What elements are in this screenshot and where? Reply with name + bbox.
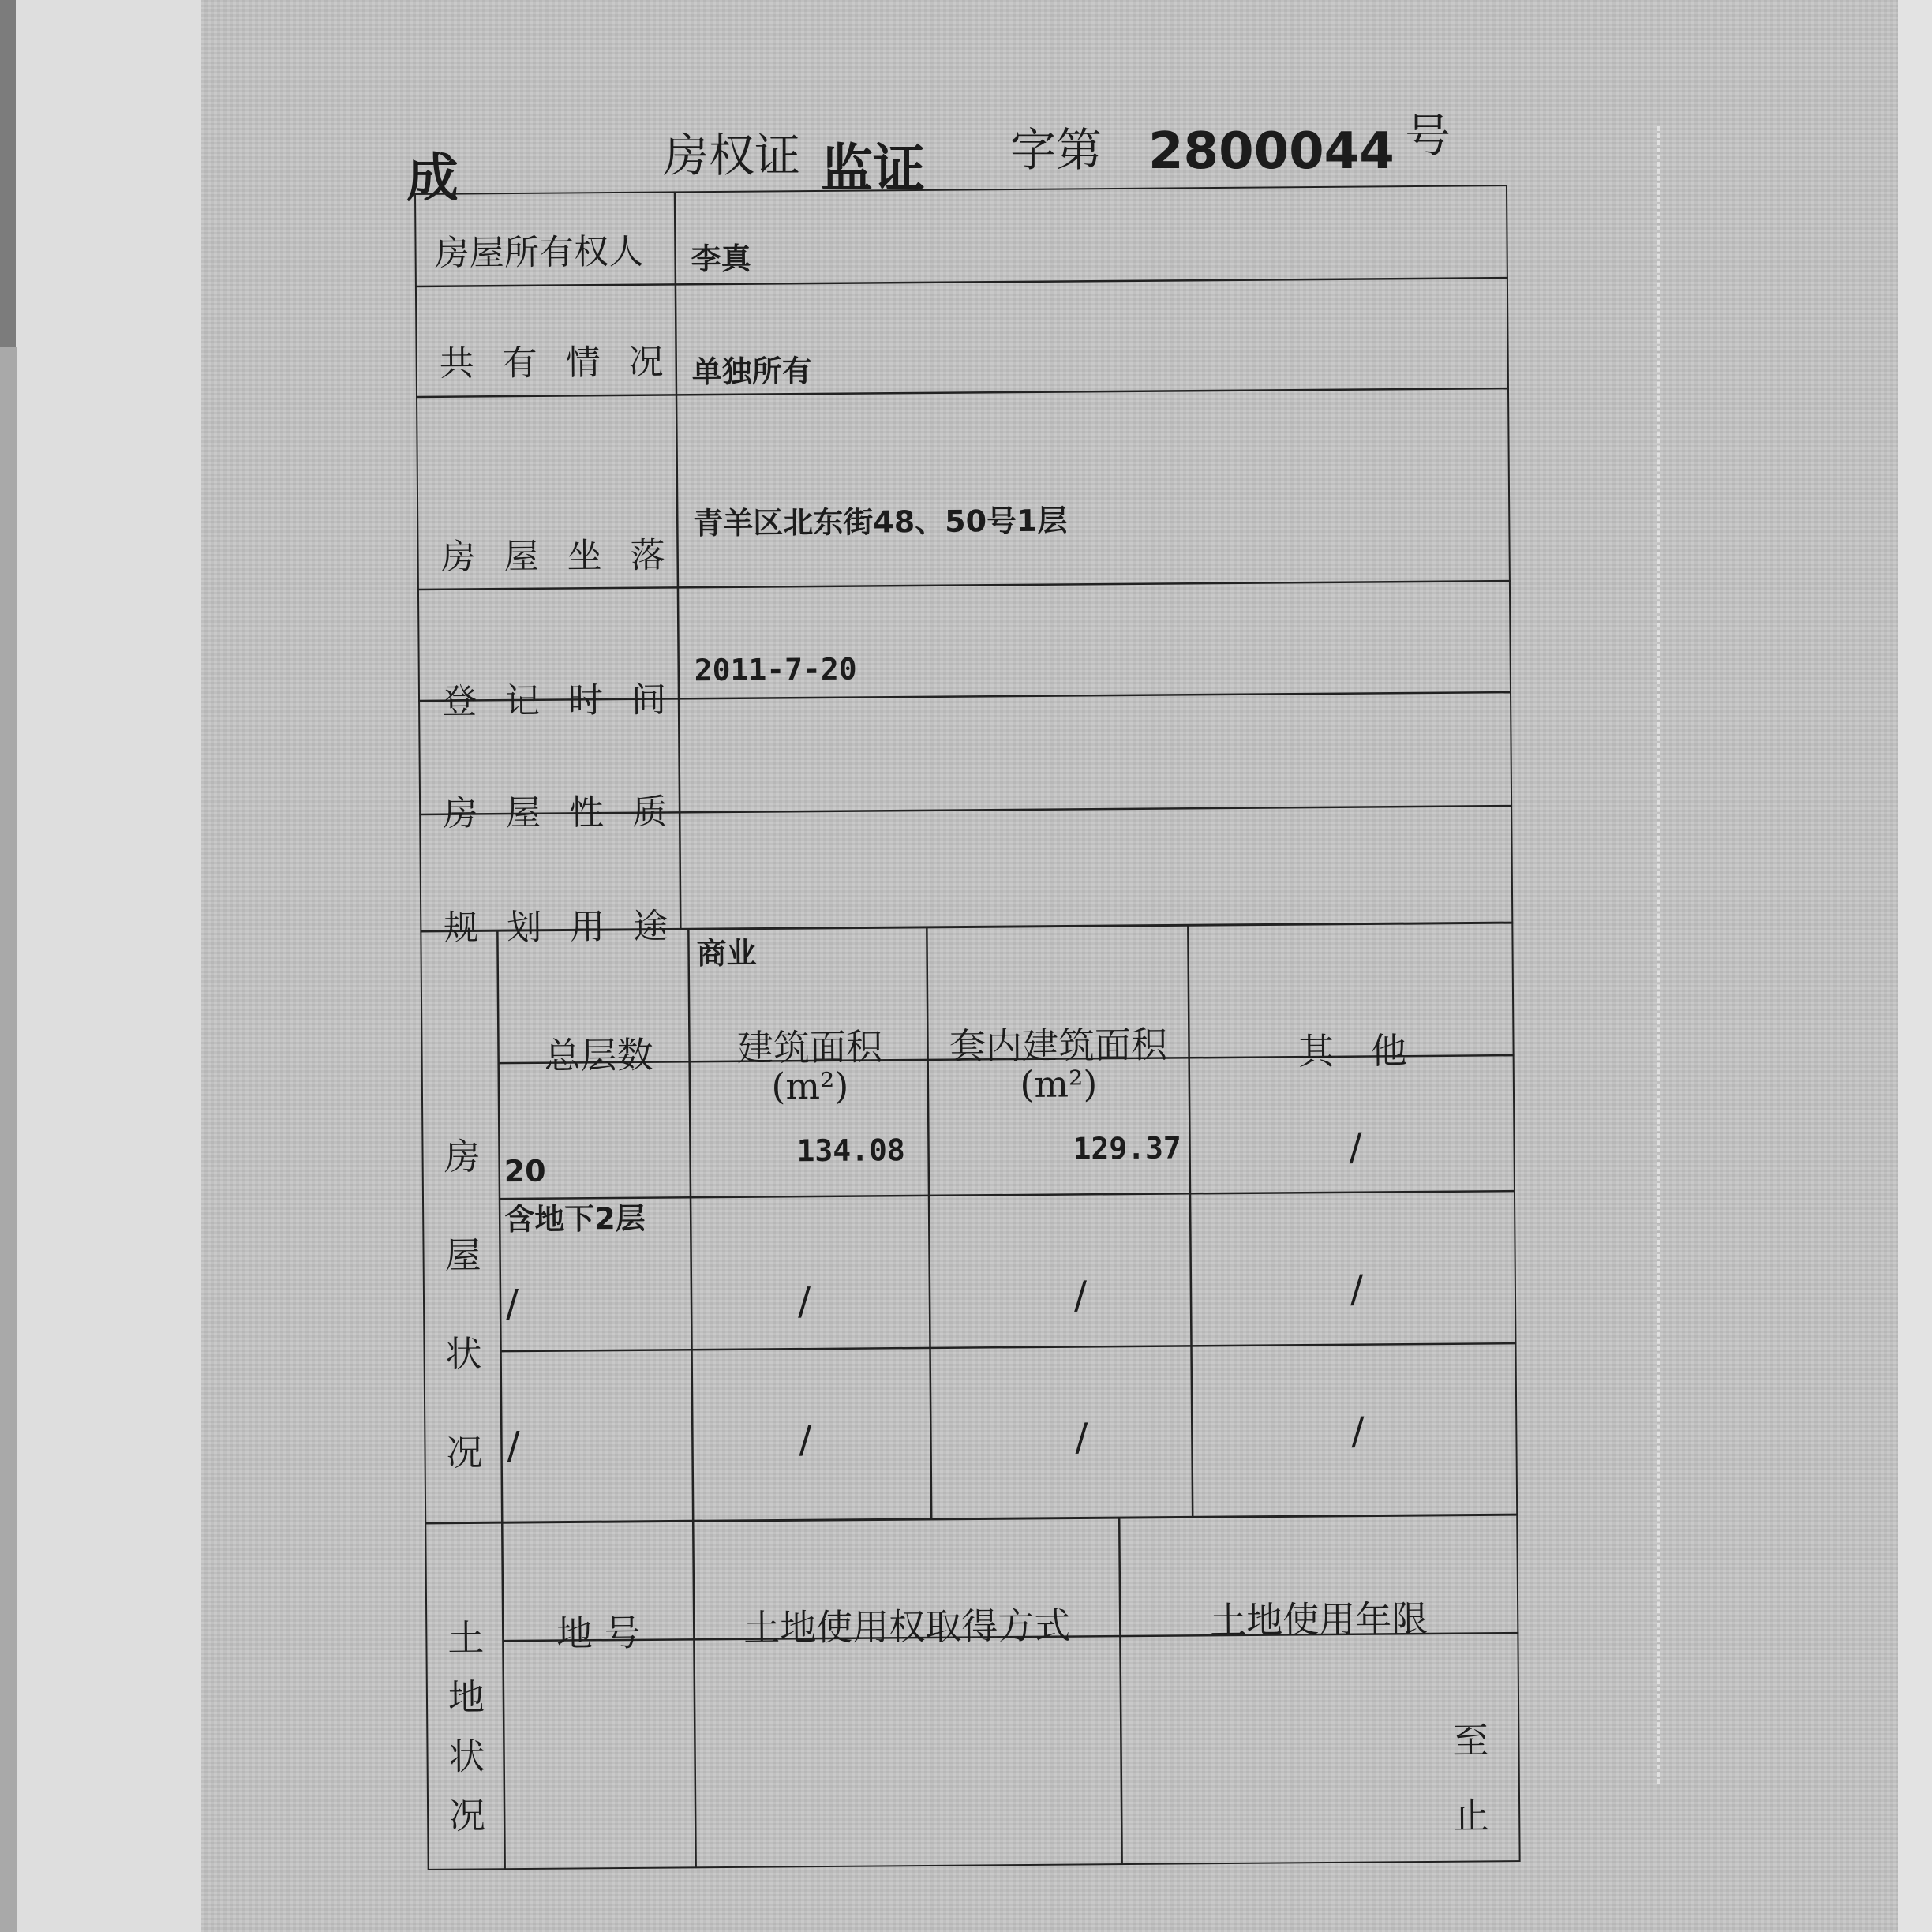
owner-value: 李真 [691,241,751,277]
term-from: 至 [1452,1719,1489,1762]
header-inner-area: 套内建筑面积 [949,1023,1168,1068]
header-build-area: 建筑面积 [736,1025,883,1069]
title-cert-type: 房权证 [663,129,801,182]
other-value: / [1350,1267,1364,1312]
house-status-char: 状 [445,1332,482,1376]
reg-time-label: 登记时间 [441,680,695,722]
header-build-area-unit: (m²) [771,1064,849,1108]
land-status-char: 土 [447,1616,485,1660]
build-area-value: / [797,1279,811,1324]
header-floors: 总层数 [544,1033,653,1077]
floors-value: 20 [504,1153,546,1189]
inner-area-value: / [1075,1415,1088,1460]
floors-note: 含地下2层 [504,1200,646,1237]
header-other: 其 他 [1297,1029,1407,1073]
page-fold-line [1657,126,1664,1784]
build-area-value: / [799,1417,812,1462]
sharing-value: 单独所有 [691,354,812,390]
header-acquire-method: 土地使用权取得方式 [743,1604,1071,1649]
header-lot-no: 地 号 [556,1611,641,1655]
location-label: 房屋坐落 [440,535,694,578]
title-hao: 号 [1405,109,1451,163]
land-status-char: 况 [448,1794,486,1837]
house-status-char: 屋 [444,1234,481,1277]
header-use-term: 土地使用年限 [1210,1597,1428,1642]
house-status-char: 况 [446,1431,483,1474]
usage-label: 规划用途 [444,906,697,949]
term-to: 止 [1452,1794,1490,1837]
other-value: / [1349,1125,1362,1170]
title-cert-sub: 监证 [821,137,925,199]
background-edge-dark [0,0,16,347]
inner-area-value: / [1073,1273,1088,1318]
floors-value: / [505,1282,519,1327]
floors-value: / [507,1424,520,1469]
house-status-char: 房 [444,1135,481,1178]
location-value: 青羊区北东街48、50号1层 [693,503,1068,541]
build-area-value: 134.08 [796,1133,905,1169]
background-left [0,0,201,1932]
land-status-char: 地 [447,1676,485,1719]
certificate-number: 2800044 [1148,122,1395,181]
other-value: / [1351,1409,1365,1454]
title-prefix: 成 [406,147,459,208]
background-right [1898,0,1932,1932]
background-edge [0,347,17,1932]
reg-time-value: 2011-7-20 [694,651,857,688]
usage-value: 商业 [696,935,757,972]
land-status-char: 状 [448,1735,485,1778]
title-zi-di: 字第 [1010,123,1103,177]
inner-area-value: 129.37 [1073,1130,1181,1166]
certificate-table [414,185,1521,1870]
header-inner-area-unit: (m²) [1020,1062,1098,1106]
nature-label: 房屋性质 [442,792,696,834]
owner-label: 房屋所有权人 [434,231,644,274]
sharing-label: 共有情况 [439,342,692,384]
